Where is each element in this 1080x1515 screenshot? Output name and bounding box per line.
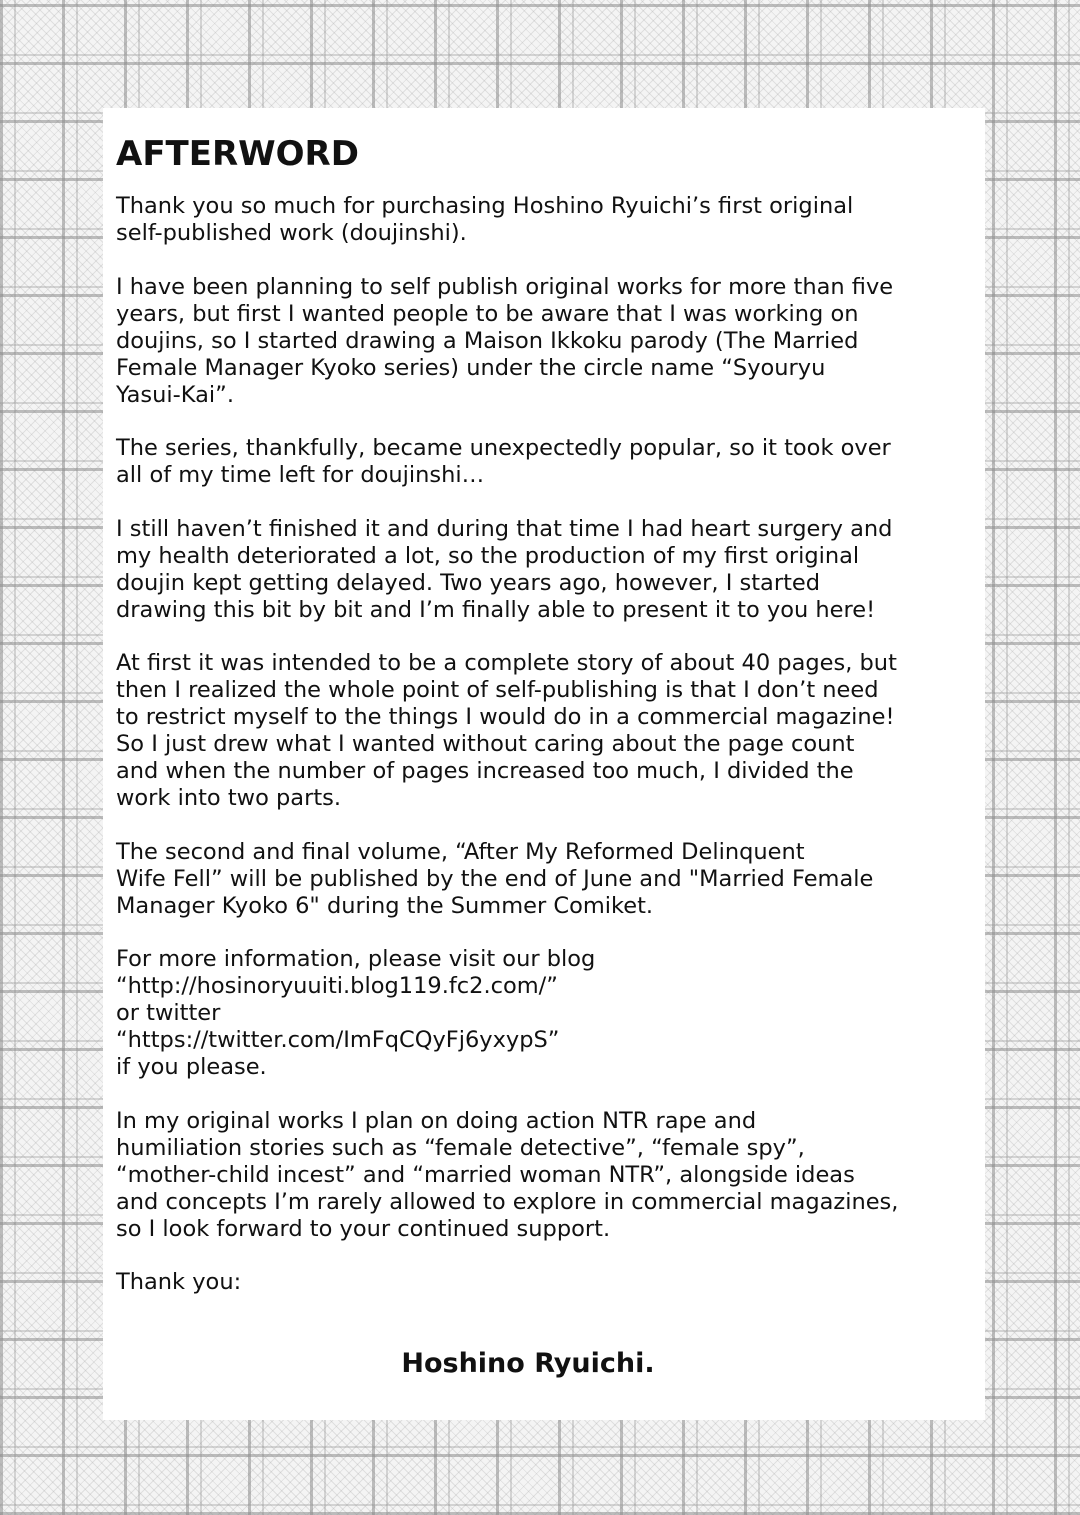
text-line: For more information, please visit our blog (116, 946, 596, 972)
text-line: “https://twitter.com/ImFqCQyFj6yxypS” (116, 1027, 560, 1053)
paragraph (116, 1108, 976, 1243)
text-line: The series, thankfully, became unexpectedly popular, so it took over (116, 435, 891, 461)
text-line: Female Manager Kyoko series) under the circle name “Syouryu (116, 354, 826, 381)
text-line: so I look forward to your continued support. (116, 1215, 611, 1242)
paragraph (116, 1269, 976, 1296)
text-line: At first it was intended to be a complete story of about 40 pages, but (116, 650, 897, 676)
text-line: all of my time left for doujinshi… (116, 462, 485, 488)
text-line: So I just drew what I wanted without caring about the page count (116, 731, 855, 757)
text-line: “mother-child incest” and “married woman NTR”, alongside ideas (116, 1161, 855, 1188)
text-line: self-published work (doujinshi). (116, 220, 467, 246)
text-line: Thank you so much for purchasing Hoshino Ryuichi’s first original (116, 193, 854, 219)
paragraph (116, 435, 976, 489)
text-line: I still haven’t finished it and during that time I had heart surgery and (116, 515, 893, 542)
text-line: if you please. (116, 1054, 267, 1080)
text-line: I have been planning to self publish original works for more than five (116, 273, 894, 300)
text-line: doujin kept getting delayed. Two years ago, however, I started (116, 569, 821, 596)
text-line: or twitter (116, 1000, 221, 1026)
text-line: years, but first I wanted people to be aware that I was working on (116, 300, 859, 327)
text-line: “http://hosinoryuuiti.blog119.fc2.com/” (116, 973, 558, 999)
paragraph (116, 946, 976, 1081)
paragraph (116, 839, 976, 920)
text-line: and when the number of pages increased too much, I divided the (116, 758, 854, 784)
text-line: my health deteriorated a lot, so the production of my first original (116, 542, 860, 569)
paragraph (116, 193, 976, 247)
paragraph (116, 274, 976, 409)
text-line: Wife Fell” will be published by the end of June and "Married Female (116, 865, 874, 892)
paragraph (116, 650, 976, 812)
text-line: and concepts I’m rarely allowed to explore in commercial magazines, (116, 1188, 899, 1215)
text-line: Thank you: (116, 1269, 242, 1295)
text-line: In my original works I plan on doing action NTR rape and (116, 1107, 757, 1134)
paragraph (116, 516, 976, 624)
text-line: work into two parts. (116, 785, 342, 811)
page-title: AFTERWORD (116, 134, 359, 174)
author-signature: Hoshino Ryuichi. (401, 1348, 655, 1379)
text-line: to restrict myself to the things I would do in a commercial magazine! (116, 704, 895, 730)
afterword-body (116, 193, 976, 1323)
afterword-panel (103, 108, 985, 1420)
text-line: The second and final volume, “After My Reformed Delinquent (116, 838, 805, 865)
text-line: Yasui-Kai”. (116, 381, 234, 408)
text-line: drawing this bit by bit and I’m finally able to present it to you here! (116, 596, 876, 623)
text-line: Manager Kyoko 6" during the Summer Comiket. (116, 892, 654, 919)
text-line: doujins, so I started drawing a Maison Ikkoku parody (The Married (116, 327, 859, 354)
text-line: humiliation stories such as “female detective”, “female spy”, (116, 1134, 805, 1161)
text-line: then I realized the whole point of self-publishing is that I don’t need (116, 677, 879, 703)
